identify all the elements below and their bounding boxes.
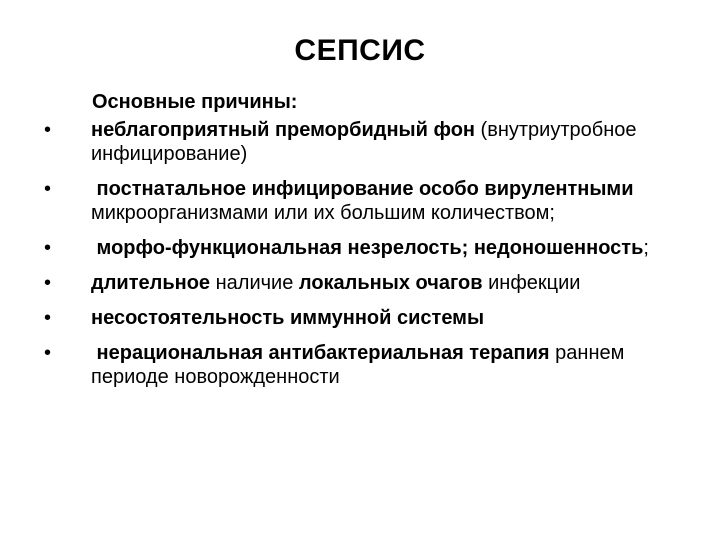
- bullet-icon: •: [44, 342, 52, 364]
- item-text-bold: неблагоприятный преморбидный фон: [91, 119, 475, 141]
- item-text-bold: нерациональная антибактериальная терапия: [91, 342, 550, 364]
- item-text: микроорганизмами или их большим количеством;: [91, 202, 555, 224]
- item-text: инфекции: [482, 272, 581, 294]
- causes-list: [0, 118, 720, 400]
- slide-title: СЕПСИС: [294, 34, 426, 67]
- bullet-icon: •: [44, 272, 52, 294]
- item-text-bold: постнатальное инфицирование особо вирулентными: [91, 178, 634, 200]
- bullet-icon: •: [44, 119, 52, 141]
- bullet-icon: •: [44, 178, 52, 200]
- item-text-bold: морфо-функциональная незрелость; недоношенность: [91, 237, 644, 259]
- item-text: раннем периоде новорожденности: [91, 342, 625, 388]
- list-item: [0, 271, 720, 295]
- list-item: [0, 118, 720, 166]
- item-text-bold: длительное: [91, 272, 211, 294]
- list-item: [0, 306, 720, 330]
- bullet-icon: •: [44, 237, 52, 259]
- item-text-bold: несостоятельность иммунной системы: [91, 307, 485, 329]
- item-text: (внутриутробное инфицирование): [91, 119, 637, 165]
- list-item: [0, 236, 720, 260]
- item-text: ;: [643, 237, 649, 259]
- item-text: наличие: [210, 272, 299, 294]
- slide-subtitle: Основные причины:: [92, 91, 298, 113]
- item-text-bold: локальных очагов: [298, 272, 483, 294]
- list-item: [0, 177, 720, 225]
- list-item: [0, 341, 720, 389]
- bullet-icon: •: [44, 307, 52, 329]
